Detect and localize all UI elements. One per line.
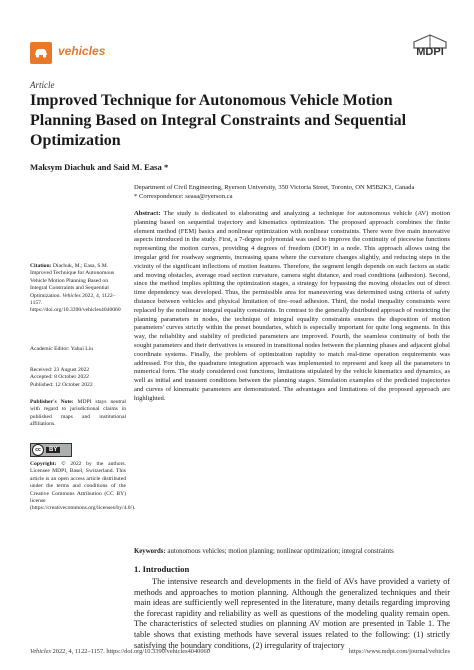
car-icon [33, 47, 49, 59]
abstract [134, 210, 450, 404]
copyright-block [30, 461, 136, 513]
section-heading: 1. Introduction [134, 564, 190, 574]
footer-doi[interactable]: 2022, 4, 1122–1157. https://doi.org/10.3390/vehicles4040060 [52, 648, 210, 655]
correspondence: * Correspondence: seasa@ryerson.ca [134, 193, 233, 200]
citation-text: Diachuk, M.; Easa, S.M. Improved Technique for Autonomous Vehicle Motion Planning Based on Integral Constraints and Sequential Optimization. [30, 263, 115, 299]
cc-license-badge[interactable] [30, 443, 72, 457]
cc-icon: cc [32, 444, 44, 456]
publisher-note [30, 399, 126, 429]
citation-doi[interactable]: 2022, 4, 1122–1157. https://doi.org/10.3390/vehicles4040060 [30, 292, 121, 314]
journal-logo [30, 42, 52, 64]
article-type: Article [30, 80, 55, 90]
footer-citation [30, 648, 210, 655]
keywords [134, 547, 450, 556]
citation-label: Citation: [30, 263, 52, 269]
publisher-name: MDPI [416, 46, 444, 58]
footer-journal: Vehicles [30, 648, 51, 655]
copyright-label: Copyright: [30, 461, 57, 467]
author-list: Maksym Diachuk and Said M. Easa * [30, 162, 169, 172]
affiliation-block [134, 183, 454, 201]
intro-paragraph [134, 577, 450, 651]
date-published: Published: 12 October 2022 [30, 381, 93, 388]
copyright-text: © 2022 by the authors. Licensee MDPI, Basel, Switzerland. This article is an open access article distributed under the terms and conditions of the Creative Commons Attribution (CC BY) license (https://creativecommons.org/licenses/by/4.0/). [30, 461, 136, 512]
publisher-note-label: Publisher's Note: [30, 399, 74, 405]
keywords-text: autonomous vehicles; motion planning; nonlinear optimization; integral constraints [167, 548, 394, 555]
intro-text: The intensive research and developments in the field of AVs have provided a variety of methods and approaches to motion planning. Although the generalized techniques and their main ideas are sufficiently well represented in the literature, many details regarding improving the forecast rapidity and reliability as well as questions of the modeling quality remain open. The characteristics of selected studies on planning AV motion are presented in Table 1. The table shows that existing methods have several issues related to the following: (1) strictly satisfying the boundary conditions, (2) irregularity of trajectory [134, 577, 450, 650]
dates-block [30, 367, 126, 389]
date-accepted: Accepted: 8 October 2022 [30, 374, 89, 381]
keywords-label: Keywords: [134, 548, 166, 555]
journal-name: vehicles [58, 44, 106, 58]
citation-block [30, 263, 126, 315]
publisher-note-text: MDPI stays neutral with regard to jurisdictional claims in published maps and institutional affiliations. [30, 399, 126, 428]
cc-by-label: BY [46, 447, 60, 453]
citation-journal: Vehicles [62, 292, 81, 299]
paper-title: Improved Technique for Autonomous Vehicle Motion Planning Based on Integral Constraints and Sequential Optimization [30, 92, 407, 149]
abstract-text: The study is dedicated to elaborating and analyzing a technique for autonomous vehicle (AV) motion planning based on sequential trajectory and kinematics optimization. The proposed approach combines the finite element method (FEM) basics and nonlinear optimization with nonlinear constraints. There were five main innovative aspects introduced in the study. First, a 7-degree polynomial was used to improve the continuity of piecewise functions representing the motion curves, providing 4 degrees of freedom (DOF) in a node. This approach allows using the irregular grid for roadway segments, increasing spans where the curvature changes slightly, and reducing steps in the vicinity of the significant inflections of motion features. Therefore, the segment length depends on such factors as static and moving obstacles, average road section curvature, camera sight distance, and road conditions (adhesion). Second, since the method implies splitting the optimization stages, a strategy for bypassing the moving obstacles out of direct time dependency was developed. Thus, the permissible area for maneuvering was determined using criteria of safety distance between vehicles and physical limitation of tire–road adhesion. Third, the nodal inequality constraints were replaced by the nonlinear integral equality constraints. In contrast to the generally distributed approach of restricting the planning parameters in nodes, the technique of integral equality constraints ensures the disposition of motion parameters' curves strictly within the preset boundaries, which is especially important for quite long segments. In this way, the reliability and stability of predicted parameters are improved. Fourth, the seamless continuity of both the sought parameters and their derivatives is ensured in transitional nodes between the planning phases and adjacent global coordinate systems. Finally, the problem of optimization rapidity to match real-time operation requirements was addressed. For this, the quadrature integration approach was implemented to represent and keep all the parameters in numerical form. The study considered cost functions, limitations stipulated by the vehicle kinematics and dynamics, as well as initial and transient conditions between the planning stages. Simulation examples of the predicted trajectories and curves of kinematic parameters are demonstrated. The advantages and limitations of the proposed approach are highlighted. [134, 210, 450, 402]
abstract-label: Abstract: [134, 210, 161, 217]
footer-journal-url[interactable]: https://www.mdpi.com/journal/vehicles [348, 648, 450, 655]
academic-editor: Academic Editor: Yahui Liu [30, 346, 94, 352]
date-received: Received: 23 August 2022 [30, 367, 90, 373]
affiliation: Department of Civil Engineering, Ryerson University, 350 Victoria Street, Toronto, ON M5B2K3, Canada [134, 184, 415, 191]
